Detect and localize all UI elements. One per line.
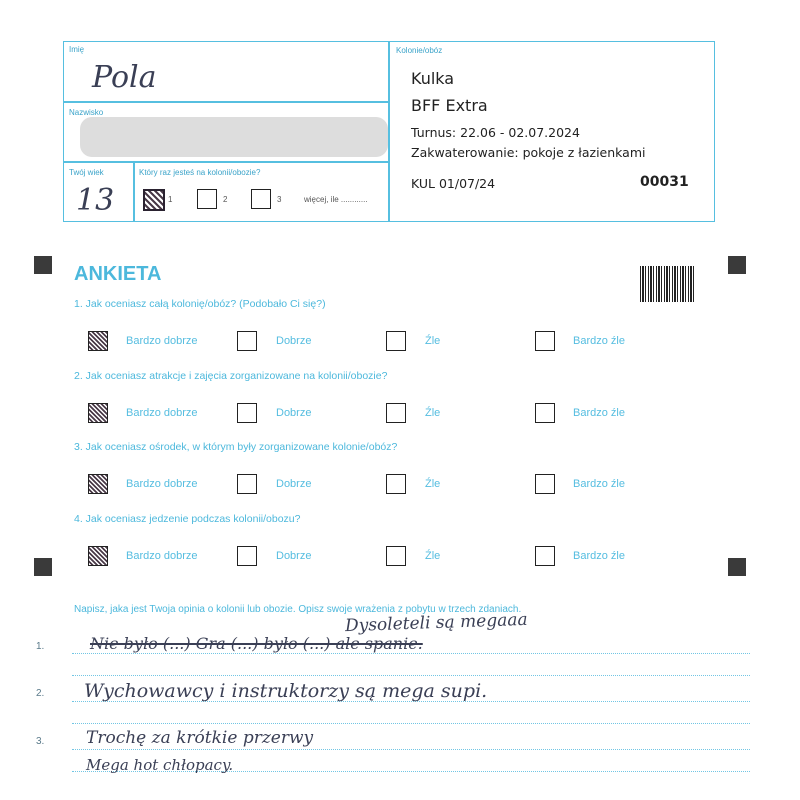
question-2-option-label: Źle	[425, 407, 441, 419]
question-3-option-label: Dobrze	[276, 478, 312, 490]
wiecej-label: więcej, ile ............	[304, 195, 368, 204]
question-3-option-label: Bardzo dobrze	[126, 478, 198, 490]
question-2-option-label: Bardzo źle	[573, 407, 625, 419]
kolonie-name: Kulka	[411, 69, 455, 88]
ktory-raz-checkbox-2[interactable]	[197, 189, 217, 209]
question-1-option-checkbox[interactable]	[535, 331, 555, 351]
header-vertical-divider	[388, 41, 390, 222]
kolonie-program: BFF Extra	[411, 96, 488, 115]
registration-marker-bottom-left	[34, 558, 52, 576]
question-3-option-checkbox[interactable]	[237, 474, 257, 494]
question-4-option-checkbox[interactable]	[237, 546, 257, 566]
opinion-line4: Mega hot chłopacy.	[86, 756, 234, 774]
question-2-option-checkbox[interactable]	[386, 403, 406, 423]
ktory-raz-checkbox-3[interactable]	[251, 189, 271, 209]
question-4-option-checkbox[interactable]	[386, 546, 406, 566]
zakwaterowanie: Zakwaterowanie: pokoje z łazienkami	[411, 145, 646, 160]
form-number: 00031	[640, 174, 689, 190]
question-1-option-checkbox[interactable]	[237, 331, 257, 351]
survey-title: ANKIETA	[74, 263, 162, 285]
question-2-option-checkbox[interactable]	[535, 403, 555, 423]
question-4-option-label: Bardzo dobrze	[126, 550, 198, 562]
wiek-label: Twój wiek	[69, 168, 104, 177]
line-number-3: 3.	[36, 736, 45, 747]
writing-line	[72, 749, 750, 750]
writing-line	[72, 723, 750, 724]
question-1-option-checkbox[interactable]	[386, 331, 406, 351]
question-3-option-checkbox[interactable]	[386, 474, 406, 494]
kolonie-label: Kolonie/obóz	[396, 46, 443, 55]
imie-label: Imię	[69, 45, 85, 54]
writing-line	[72, 675, 750, 676]
nazwisko-label: Nazwisko	[69, 108, 104, 117]
question-2-option-checkbox[interactable]	[88, 403, 108, 423]
question-2-option-label: Dobrze	[276, 407, 312, 419]
wiek-divider	[133, 161, 135, 222]
imie-divider	[63, 101, 389, 103]
question-3-option-checkbox[interactable]	[88, 474, 108, 494]
question-text: 3. Jak oceniasz ośrodek, w którym były zorganizowane kolonie/obóz?	[74, 441, 398, 453]
registration-marker-top-left	[34, 256, 52, 274]
question-1-option-label: Źle	[425, 335, 441, 347]
line-number-1: 1.	[36, 641, 45, 652]
nazwisko-divider	[63, 161, 389, 163]
registration-marker-bottom-right	[728, 558, 746, 576]
ktory-raz-option-1: 1	[168, 195, 173, 204]
ktory-raz-label: Który raz jesteś na kolonii/obozie?	[139, 168, 261, 177]
question-4-option-checkbox[interactable]	[535, 546, 555, 566]
nazwisko-redacted	[80, 117, 388, 157]
question-3-option-label: Bardzo źle	[573, 478, 625, 490]
camp-code: KUL 01/07/24	[411, 176, 496, 191]
ktory-raz-option-3: 3	[277, 195, 282, 204]
question-1-option-label: Bardzo źle	[573, 335, 625, 347]
opinion-line2: Wychowawcy i instruktorzy są mega supi.	[84, 680, 488, 702]
barcode	[640, 266, 694, 302]
question-3-option-checkbox[interactable]	[535, 474, 555, 494]
question-3-option-label: Źle	[425, 478, 441, 490]
question-2-option-label: Bardzo dobrze	[126, 407, 198, 419]
opinion-line3: Trochę za krótkie przerwy	[86, 728, 314, 748]
question-4-option-label: Źle	[425, 550, 441, 562]
question-4-option-label: Dobrze	[276, 550, 312, 562]
wiek-value: 13	[76, 183, 115, 218]
registration-marker-top-right	[728, 256, 746, 274]
opinion-prompt: Napisz, jaka jest Twoja opinia o kolonii lub obozie. Opisz swoje wrażenia z pobytu w trzech zdaniach.	[74, 604, 522, 615]
question-text: 4. Jak oceniasz jedzenie podczas kolonii/obozu?	[74, 513, 301, 525]
question-1-option-checkbox[interactable]	[88, 331, 108, 351]
question-1-option-label: Dobrze	[276, 335, 312, 347]
question-text: 2. Jak oceniasz atrakcje i zajęcia zorganizowane na kolonii/obozie?	[74, 370, 388, 382]
ktory-raz-checkbox-1[interactable]	[143, 189, 165, 211]
question-4-option-checkbox[interactable]	[88, 546, 108, 566]
turnus: Turnus: 22.06 - 02.07.2024	[411, 125, 580, 140]
opinion-line1: Nie było (...) Gra (...) było (...) ale spanie.	[90, 634, 423, 653]
opinion-line1-insert: Dysoleteli są megaaa	[344, 609, 528, 637]
imie-value: Pola	[92, 60, 157, 95]
ktory-raz-option-2: 2	[223, 195, 228, 204]
line-number-2: 2.	[36, 688, 45, 699]
writing-line	[72, 653, 750, 654]
question-2-option-checkbox[interactable]	[237, 403, 257, 423]
question-text: 1. Jak oceniasz całą kolonię/obóz? (Podobało Ci się?)	[74, 298, 326, 310]
question-1-option-label: Bardzo dobrze	[126, 335, 198, 347]
question-4-option-label: Bardzo źle	[573, 550, 625, 562]
